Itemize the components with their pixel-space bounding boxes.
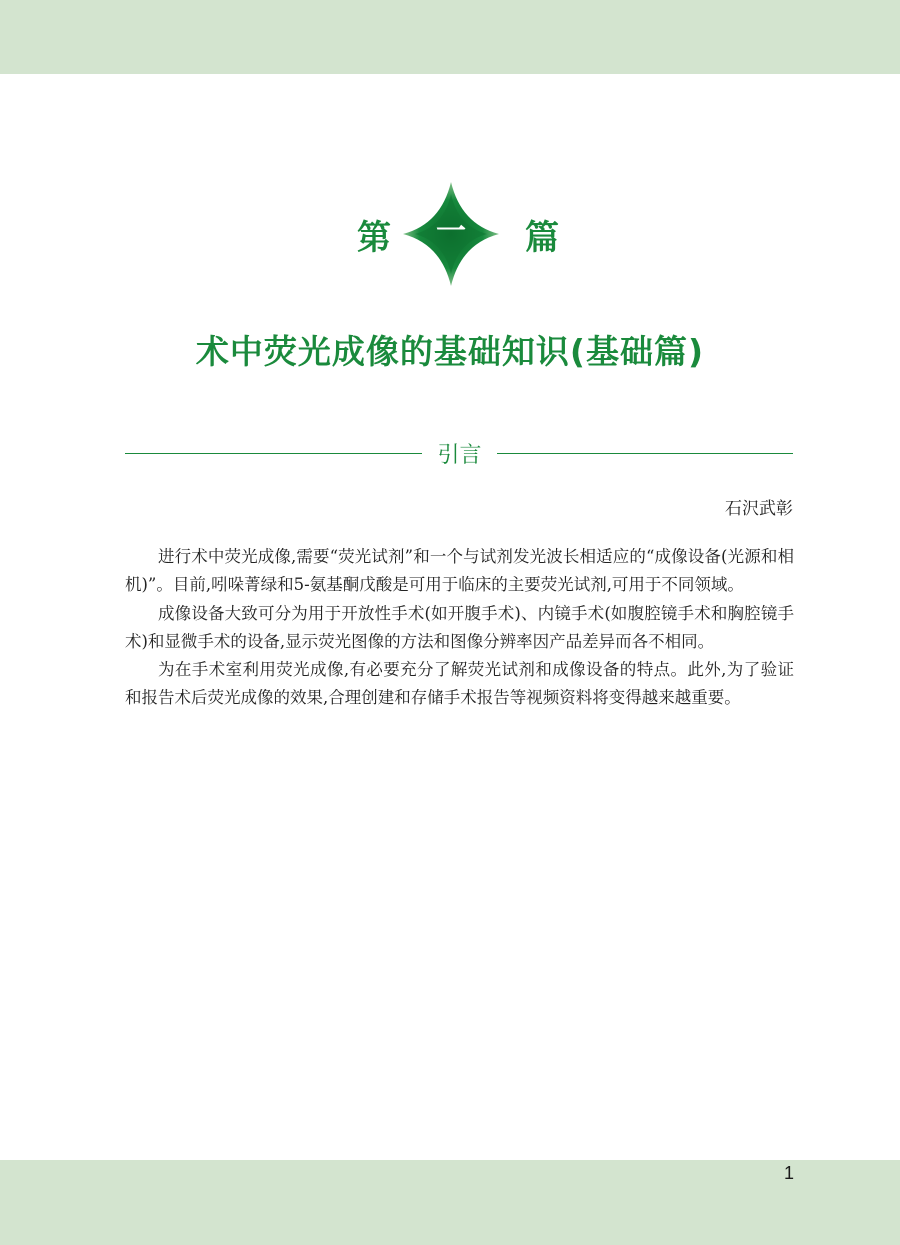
header-band [0,0,900,74]
body-text [125,543,794,713]
paragraph: 为在手术室利用荧光成像,有必要充分了解荧光试剂和成像设备的特点。此外,为了验证和报告术后荧光成像的效果,合理创建和存储手术报告等视频资料将变得越来越重要。 [125,660,794,708]
part-suffix: 篇 [525,218,559,258]
footer-band [0,1160,900,1245]
page-number: 1 [783,1163,794,1183]
chapter-title: 术中荧光成像的基础知识(基础篇) [195,332,705,371]
paragraph: 进行术中荧光成像,需要“荧光试剂”和一个与试剂发光波长相适应的“成像设备(光源和相机)”。目前,吲哚菁绿和5-氨基酮戊酸是可用于临床的主要荧光试剂,可用于不同领域。 [125,547,794,595]
section-rule-right [497,453,793,454]
part-prefix: 第 [357,218,391,258]
part-heading [0,182,900,286]
section-heading: 引言 [437,443,482,468]
part-number: 一 [436,214,466,249]
section-rule-left [125,453,422,454]
paragraph: 成像设备大致可分为用于开放性手术(如开腹手术)、内镜手术(如腹腔镜手术和胸腔镜手术)和显微手术的设备,显示荧光图像的方法和图像分辨率因产品差异而各不相同。 [125,603,794,651]
author-name: 石沢武彰 [725,499,793,519]
